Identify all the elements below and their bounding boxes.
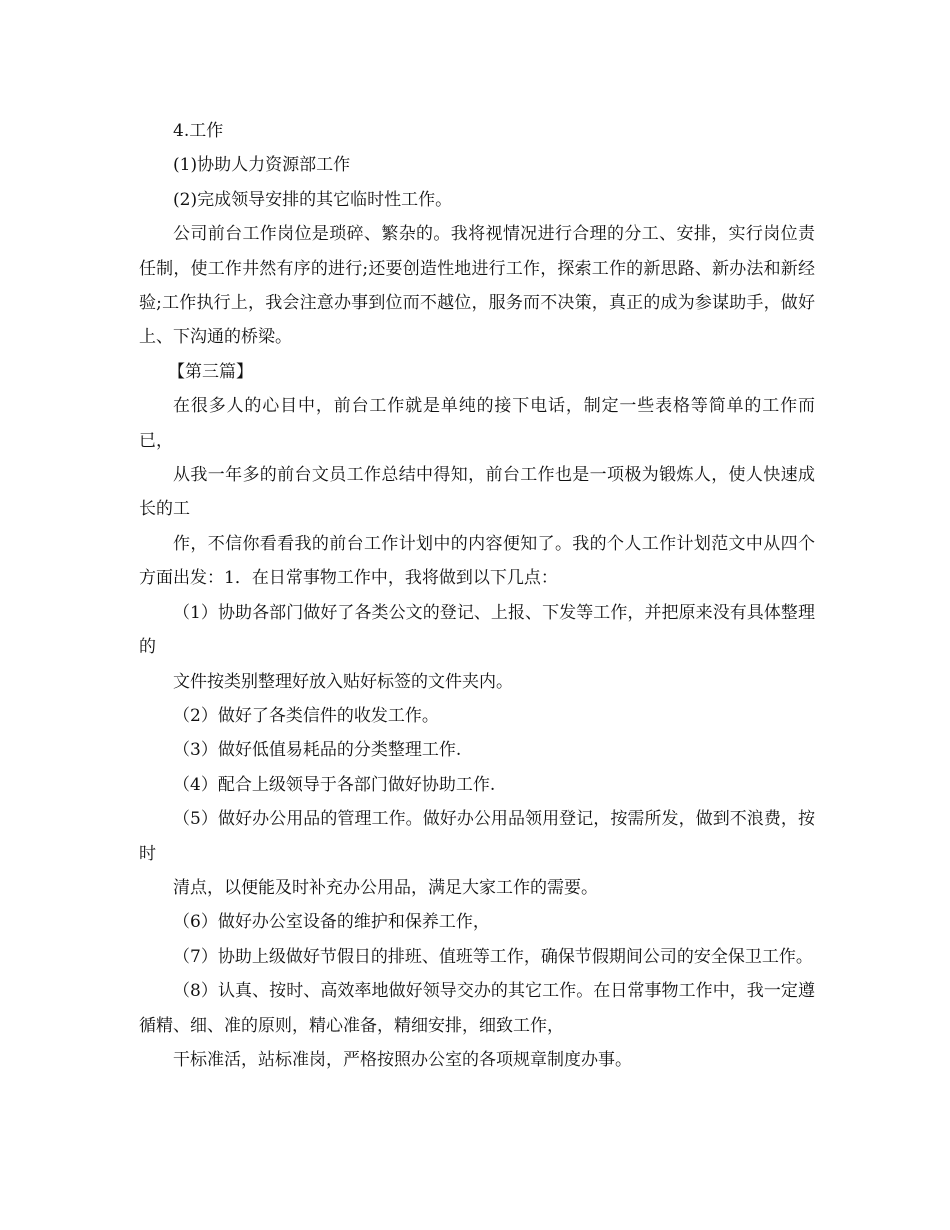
list-item: （7）协助上级做好节假日的排班、值班等工作，确保节假期间公司的安全保卫工作。: [173, 946, 813, 967]
list-item: (1)协助人力资源部工作: [173, 155, 351, 176]
paragraph: 清点，以便能及时补充办公用品，满足大家工作的需要。: [173, 877, 598, 898]
paragraph: 从我一年多的前台文员工作总结中得知，前台工作也是一项极为锻炼人，使人快速成长的工: [139, 465, 815, 520]
paragraph: 文件按类别整理好放入贴好标签的文件夹内。: [173, 671, 513, 692]
list-item: (2)完成领导安排的其它临时性工作。: [173, 189, 453, 210]
chapter-heading: 【第三篇】: [168, 361, 253, 382]
paragraph: 在很多人的心目中，前台工作就是单纯的接下电话，制定一些表格等简单的工作而已，: [139, 396, 815, 451]
paragraph: 公司前台工作岗位是琐碎、繁杂的。我将视情况进行合理的分工、安排，实行岗位责任制，使工作井然有序的进行;还要创造性地进行工作，探索工作的新思路、新办法和新经验;工作执行上，我会注意办事到位而不越位，服务而不决策，真正的成为参谋助手，做好上、下沟通的桥梁。: [139, 224, 815, 348]
list-item: （2）做好了各类信件的收发工作。: [173, 705, 439, 726]
list-item: （8）认真、按时、高效率地做好领导交办的其它工作。在日常事物工作中，我一定遵循精、细、准的原则，精心准备，精细安排，细致工作，: [139, 981, 815, 1036]
list-item: （4）配合上级领导于各部门做好协助工作.: [173, 774, 496, 795]
paragraph: 干标准活，站标准岗，严格按照办公室的各项规章制度办事。: [173, 1049, 632, 1070]
section-heading: 4.工作: [173, 121, 224, 141]
list-item: （3）做好低值易耗品的分类整理工作.: [173, 740, 462, 761]
list-item: （5）做好办公用品的管理工作。做好办公用品领用登记，按需所发，做到不浪费，按时: [139, 809, 815, 864]
list-item: （1）协助各部门做好了各类公文的登记、上报、下发等工作，并把原来没有具体整理的: [139, 602, 815, 658]
list-item: （6）做好办公室设备的维护和保养工作，: [173, 912, 490, 933]
paragraph: 作，不信你看看我的前台工作计划中的内容便知了。我的个人工作计划范文中从四个方面出发：1．在日常事物工作中，我将做到以下几点：: [139, 533, 815, 589]
document-body: [139, 114, 815, 1077]
